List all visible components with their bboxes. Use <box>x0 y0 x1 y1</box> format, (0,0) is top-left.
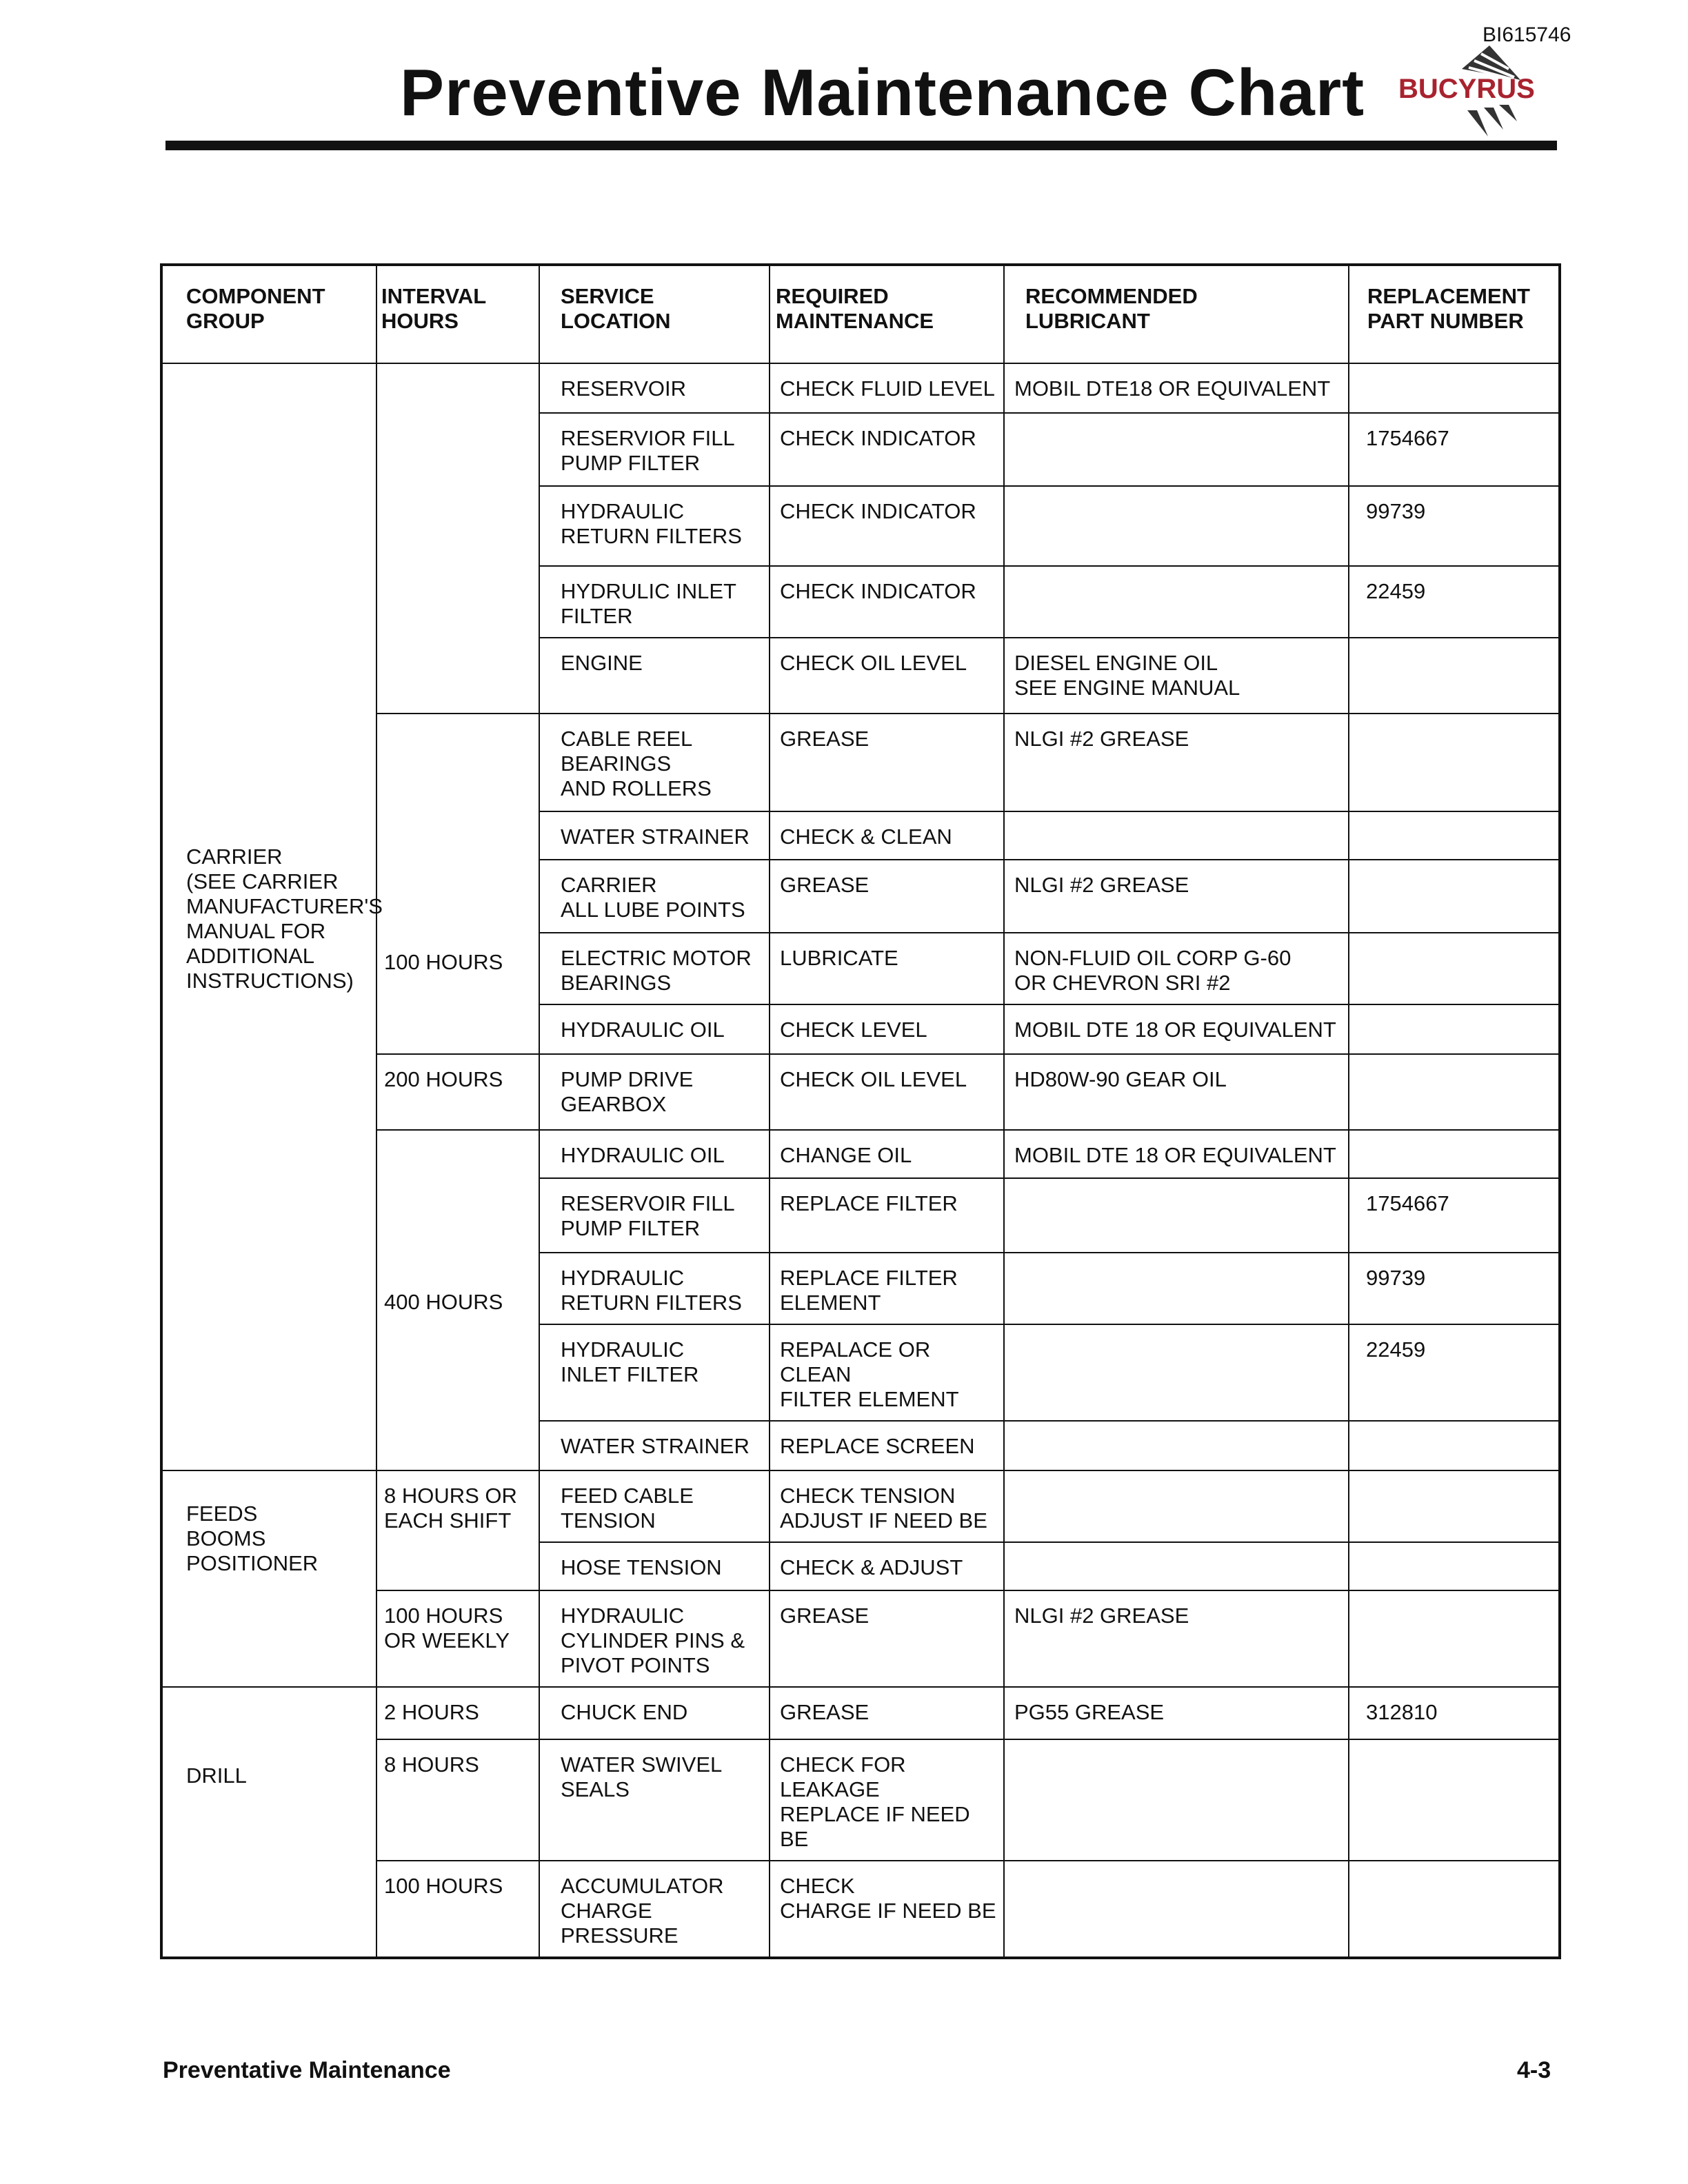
interval-8-hours-or-each-shift: 8 HOURS OR EACH SHIFT <box>376 1470 539 1590</box>
part-number <box>1349 1421 1560 1470</box>
required-maintenance: CHECK INDICATOR <box>770 486 1004 566</box>
table-row <box>161 1687 1560 1739</box>
required-maintenance: GREASE <box>770 1590 1004 1687</box>
required-maintenance: GREASE <box>770 860 1004 933</box>
service-location: ELECTRIC MOTOR BEARINGS <box>539 933 770 1004</box>
service-location: WATER STRAINER <box>539 811 770 860</box>
part-number <box>1349 811 1560 860</box>
part-number: 1754667 <box>1349 1178 1560 1253</box>
logo-wordmark: BUCYRUS <box>1398 74 1535 104</box>
part-number: 99739 <box>1349 1253 1560 1324</box>
part-number <box>1349 1054 1560 1130</box>
interval-100-hours-drill: 100 HOURS <box>376 1861 539 1958</box>
required-maintenance: CHECK INDICATOR <box>770 566 1004 638</box>
recommended-lubricant <box>1004 413 1349 486</box>
recommended-lubricant <box>1004 1178 1349 1253</box>
recommended-lubricant: NLGI #2 GREASE <box>1004 860 1349 933</box>
service-location: HYDRAULIC OIL <box>539 1130 770 1178</box>
required-maintenance: LUBRICATE <box>770 933 1004 1004</box>
component-group-carrier: CARRIER (SEE CARRIER MANUFACTURER'S MANUAL FOR ADDITIONAL INSTRUCTIONS) <box>161 363 376 1470</box>
service-location: RESERVOIR <box>539 363 770 413</box>
service-location: ENGINE <box>539 638 770 714</box>
recommended-lubricant: NLGI #2 GREASE <box>1004 1590 1349 1687</box>
header-component-group: COMPONENT GROUP <box>161 265 376 363</box>
service-location: RESERVIOR FILL PUMP FILTER <box>539 413 770 486</box>
recommended-lubricant: NLGI #2 GREASE <box>1004 714 1349 811</box>
recommended-lubricant: NON-FLUID OIL CORP G-60 OR CHEVRON SRI #2 <box>1004 933 1349 1004</box>
recommended-lubricant: MOBIL DTE 18 OR EQUIVALENT <box>1004 1004 1349 1054</box>
service-location: HYDRAULIC OIL <box>539 1004 770 1054</box>
bucyrus-logo <box>1386 33 1572 136</box>
table-row <box>161 1470 1560 1542</box>
interval-100-hours: 100 HOURS <box>376 714 539 1054</box>
part-number <box>1349 1861 1560 1958</box>
part-number <box>1349 638 1560 714</box>
service-location: CHUCK END <box>539 1687 770 1739</box>
document-id: BI615746 <box>1483 23 1571 46</box>
service-location: HYDRAULIC CYLINDER PINS & PIVOT POINTS <box>539 1590 770 1687</box>
part-number <box>1349 1130 1560 1178</box>
part-number <box>1349 1470 1560 1542</box>
part-number <box>1349 714 1560 811</box>
interval-cell-empty <box>376 363 539 714</box>
interval-400-hours: 400 HOURS <box>376 1130 539 1470</box>
service-location: FEED CABLE TENSION <box>539 1470 770 1542</box>
part-number: 22459 <box>1349 1324 1560 1421</box>
required-maintenance: CHECK OIL LEVEL <box>770 638 1004 714</box>
header-replacement-part-number: REPLACEMENT PART NUMBER <box>1349 265 1560 363</box>
part-number: 99739 <box>1349 486 1560 566</box>
component-group-feeds: FEEDS BOOMS POSITIONER <box>161 1470 376 1687</box>
recommended-lubricant <box>1004 1542 1349 1590</box>
recommended-lubricant <box>1004 1470 1349 1542</box>
required-maintenance: CHECK & ADJUST <box>770 1542 1004 1590</box>
part-number <box>1349 1542 1560 1590</box>
required-maintenance: CHECK FLUID LEVEL <box>770 363 1004 413</box>
table-header-row <box>161 265 1560 363</box>
recommended-lubricant <box>1004 1421 1349 1470</box>
service-location: ACCUMULATOR CHARGE PRESSURE <box>539 1861 770 1958</box>
service-location: HYDRAULIC RETURN FILTERS <box>539 486 770 566</box>
required-maintenance: CHECK OIL LEVEL <box>770 1054 1004 1130</box>
service-location: HOSE TENSION <box>539 1542 770 1590</box>
part-number: 312810 <box>1349 1687 1560 1739</box>
required-maintenance: GREASE <box>770 1687 1004 1739</box>
header-required-maintenance: REQUIRED MAINTENANCE <box>770 265 1004 363</box>
recommended-lubricant <box>1004 1253 1349 1324</box>
bucyrus-logo-icon <box>1386 33 1572 136</box>
service-location: WATER SWIVEL SEALS <box>539 1739 770 1861</box>
footer-page-number: 4-3 <box>1517 2057 1551 2083</box>
recommended-lubricant: MOBIL DTE18 OR EQUIVALENT <box>1004 363 1349 413</box>
maintenance-table <box>160 263 1561 1959</box>
required-maintenance: CHECK & CLEAN <box>770 811 1004 860</box>
service-location: CARRIER ALL LUBE POINTS <box>539 860 770 933</box>
required-maintenance: CHECK CHARGE IF NEED BE <box>770 1861 1004 1958</box>
service-location: CABLE REEL BEARINGS AND ROLLERS <box>539 714 770 811</box>
part-number <box>1349 1590 1560 1687</box>
recommended-lubricant: DIESEL ENGINE OIL SEE ENGINE MANUAL <box>1004 638 1349 714</box>
service-location: PUMP DRIVE GEARBOX <box>539 1054 770 1130</box>
recommended-lubricant: MOBIL DTE 18 OR EQUIVALENT <box>1004 1130 1349 1178</box>
required-maintenance: CHECK TENSION ADJUST IF NEED BE <box>770 1470 1004 1542</box>
header-interval-hours: INTERVAL HOURS <box>376 265 539 363</box>
page-title: Preventive Maintenance Chart <box>400 56 1365 130</box>
part-number <box>1349 363 1560 413</box>
required-maintenance: GREASE <box>770 714 1004 811</box>
service-location: RESERVOIR FILL PUMP FILTER <box>539 1178 770 1253</box>
service-location: WATER STRAINER <box>539 1421 770 1470</box>
interval-2-hours: 2 HOURS <box>376 1687 539 1739</box>
header-recommended-lubricant: RECOMMENDED LUBRICANT <box>1004 265 1349 363</box>
required-maintenance: REPLACE FILTER ELEMENT <box>770 1253 1004 1324</box>
recommended-lubricant <box>1004 1324 1349 1421</box>
service-location: HYDRAULIC INLET FILTER <box>539 1324 770 1421</box>
part-number <box>1349 1004 1560 1054</box>
service-location: HYDRAULIC RETURN FILTERS <box>539 1253 770 1324</box>
recommended-lubricant: PG55 GREASE <box>1004 1687 1349 1739</box>
interval-200-hours: 200 HOURS <box>376 1054 539 1130</box>
service-location: HYDRULIC INLET FILTER <box>539 566 770 638</box>
required-maintenance: CHECK FOR LEAKAGE REPLACE IF NEED BE <box>770 1739 1004 1861</box>
interval-8-hours: 8 HOURS <box>376 1739 539 1861</box>
recommended-lubricant <box>1004 811 1349 860</box>
component-group-drill: DRILL <box>161 1687 376 1958</box>
required-maintenance: CHANGE OIL <box>770 1130 1004 1178</box>
recommended-lubricant <box>1004 1861 1349 1958</box>
required-maintenance: CHECK LEVEL <box>770 1004 1004 1054</box>
recommended-lubricant <box>1004 1739 1349 1861</box>
footer-section-title: Preventative Maintenance <box>163 2057 451 2083</box>
header-service-location: SERVICE LOCATION <box>539 265 770 363</box>
required-maintenance: REPLACE FILTER <box>770 1178 1004 1253</box>
part-number <box>1349 933 1560 1004</box>
recommended-lubricant <box>1004 566 1349 638</box>
table-row <box>161 363 1560 413</box>
required-maintenance: CHECK INDICATOR <box>770 413 1004 486</box>
part-number: 1754667 <box>1349 413 1560 486</box>
part-number <box>1349 860 1560 933</box>
part-number: 22459 <box>1349 566 1560 638</box>
required-maintenance: REPALACE OR CLEAN FILTER ELEMENT <box>770 1324 1004 1421</box>
recommended-lubricant: HD80W-90 GEAR OIL <box>1004 1054 1349 1130</box>
recommended-lubricant <box>1004 486 1349 566</box>
interval-100-hours-or-weekly: 100 HOURS OR WEEKLY <box>376 1590 539 1687</box>
required-maintenance: REPLACE SCREEN <box>770 1421 1004 1470</box>
part-number <box>1349 1739 1560 1861</box>
title-divider <box>165 141 1557 150</box>
